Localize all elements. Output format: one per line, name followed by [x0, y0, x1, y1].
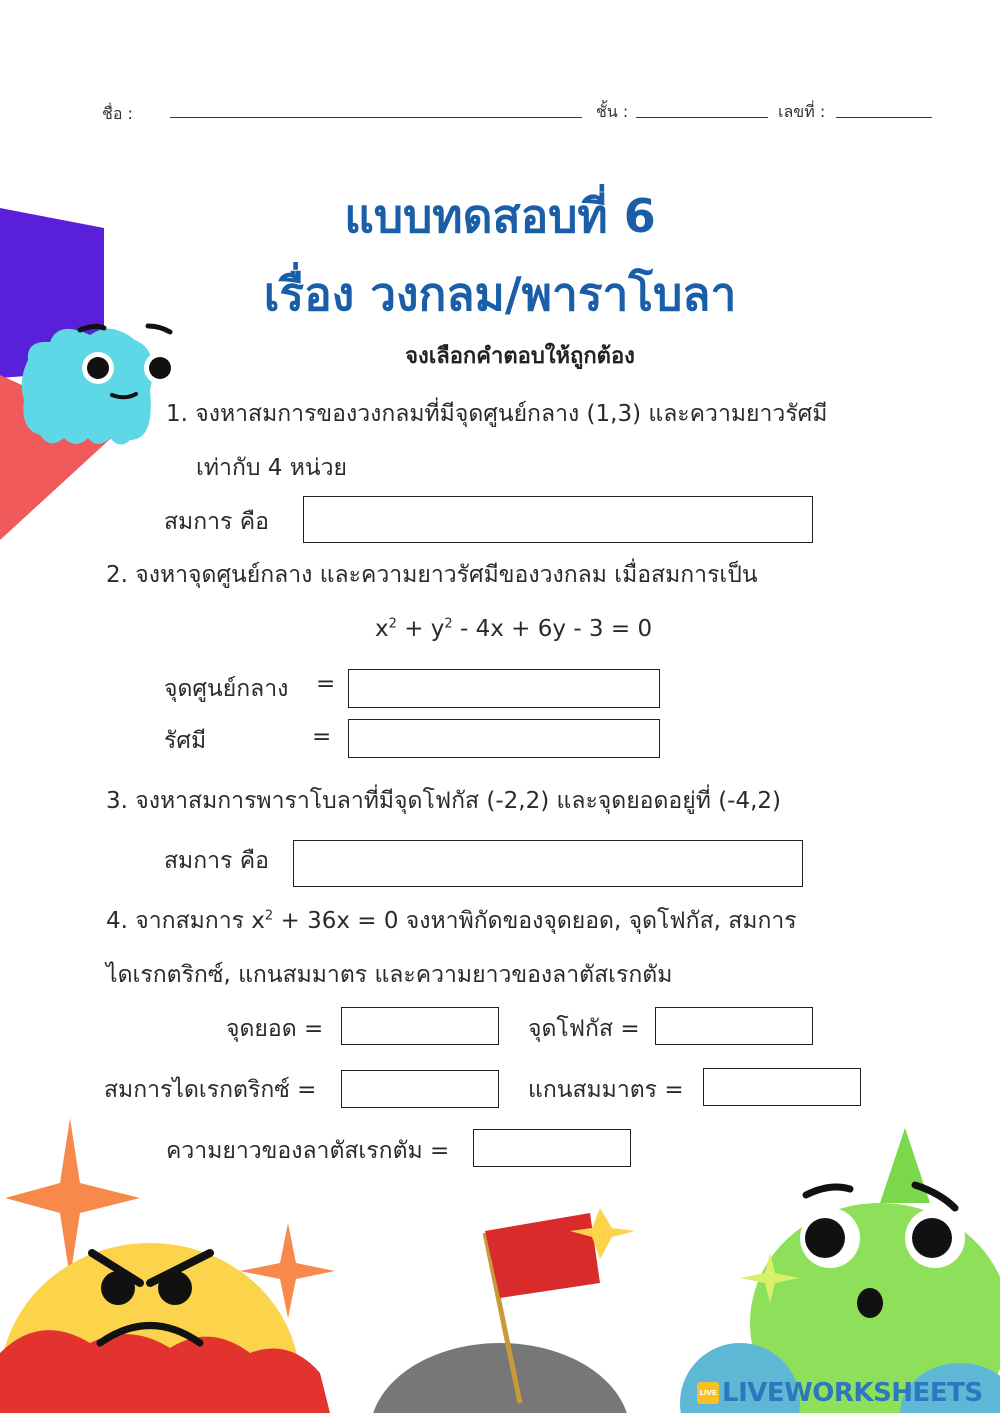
instruction-text: จงเลือกคำตอบให้ถูกต้อง [405, 344, 635, 369]
q4-axis-answer-box[interactable] [703, 1068, 861, 1106]
q2-center-label: จุดศูนย์กลาง [164, 676, 289, 702]
question-4-text [106, 903, 797, 939]
q2-equation [375, 616, 652, 642]
q4-latus-label: ความยาวของลาตัสเรกตัม = [166, 1138, 450, 1164]
class-label: ชั้น : [596, 102, 629, 121]
decorative-bottom-scene-illustration [0, 1113, 1000, 1413]
q4-axis-input[interactable] [704, 1069, 860, 1105]
liveworksheets-logo [697, 1378, 983, 1408]
q4-text-b: + 36x = 0 จงหาพิกัดของจุดยอด, จุดโฟกัส, สมการ [273, 908, 797, 934]
liveworksheets-logo-badge-icon: LIVE [697, 1382, 719, 1404]
q3-equation-label: สมการ คือ [164, 848, 269, 874]
name-label: ชื่อ : [102, 104, 133, 123]
question-1-text-cont: เท่ากับ 4 หน่วย [196, 455, 347, 481]
q4-text-a: 4. จากสมการ x [106, 908, 265, 934]
page-subtitle: เรื่อง วงกลม/พาราโบลา [263, 267, 737, 321]
q2-radius-label: รัศมี [164, 728, 207, 754]
q4-axis-label: แกนสมมาตร = [528, 1077, 684, 1103]
number-line [836, 117, 932, 118]
question-1-text: 1. จงหาสมการของวงกลมที่มีจุดศูนย์กลาง (1,3) และความยาวรัศมี [166, 401, 828, 427]
q2-radius-equals: = [312, 724, 332, 750]
q2-eq-rest: - 4x + 6y - 3 = 0 [452, 616, 653, 642]
q2-eq-exp2: 2 [444, 616, 453, 632]
q4-directrix-answer-box[interactable] [341, 1070, 499, 1108]
number-label: เลขที่ : [778, 102, 826, 121]
q4-focus-input[interactable] [656, 1008, 812, 1044]
q2-eq-plus-y: + y [396, 616, 445, 642]
q4-exp: 2 [264, 908, 274, 924]
q1-equation-answer-box[interactable] [303, 496, 813, 543]
q2-radius-answer-box[interactable] [348, 719, 660, 758]
q2-center-answer-box[interactable] [348, 669, 660, 708]
q2-eq-exp1: 2 [388, 616, 397, 632]
q1-equation-label: สมการ คือ [164, 509, 269, 535]
q4-vertex-input[interactable] [342, 1008, 498, 1044]
q2-eq-x: x [375, 616, 389, 642]
question-2-text: 2. จงหาจุดศูนย์กลาง และความยาวรัศมีของวงกลม เมื่อสมการเป็น [106, 562, 758, 588]
q4-vertex-label: จุดยอด = [226, 1016, 324, 1042]
q4-vertex-answer-box[interactable] [341, 1007, 499, 1045]
question-4-text-cont: ไดเรกตริกซ์, แกนสมมาตร และความยาวของลาตัสเรกตัม [106, 962, 673, 988]
name-line [170, 117, 582, 118]
question-3-text: 3. จงหาสมการพาราโบลาที่มีจุดโฟกัส (-2,2) และจุดยอดอยู่ที่ (-4,2) [106, 788, 782, 814]
q1-equation-input[interactable] [304, 497, 812, 542]
q4-focus-answer-box[interactable] [655, 1007, 813, 1045]
q2-center-equals: = [316, 671, 336, 697]
q2-radius-input[interactable] [349, 720, 659, 757]
q3-equation-answer-box[interactable] [293, 840, 803, 887]
q2-center-input[interactable] [349, 670, 659, 707]
q3-equation-input[interactable] [294, 841, 802, 886]
page-title: แบบทดสอบที่ 6 [344, 189, 656, 243]
liveworksheets-brand-text: LIVEWORKSHEETS [722, 1378, 983, 1408]
q4-focus-label: จุดโฟกัส = [528, 1016, 640, 1042]
class-line [636, 117, 768, 118]
q4-directrix-input[interactable] [342, 1071, 498, 1107]
q4-directrix-label: สมการไดเรกตริกซ์ = [104, 1077, 317, 1103]
